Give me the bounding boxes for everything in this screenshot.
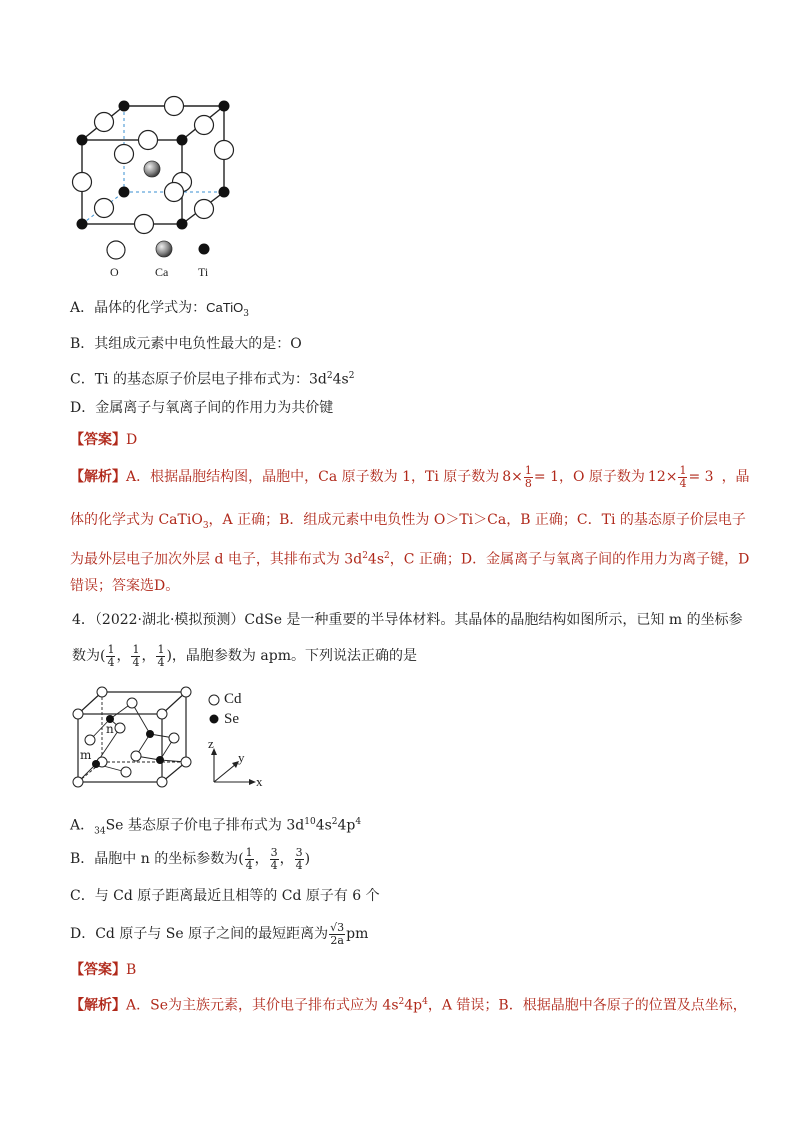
atom-label-n: n bbox=[106, 722, 114, 736]
q3-option-a: A．晶体的化学式为：CaTiO$_3$ bbox=[70, 300, 249, 319]
q4-option-b: B．晶胞中 n 的坐标参数为( $\frac{1}{4}$ ， $\frac{3}{4}$ ， $\frac{3}{4}$ ) bbox=[70, 845, 311, 872]
legend-label-cd: Cd bbox=[224, 691, 242, 707]
q3-analysis-line-3: 为最外层电子加次外层 d 电子，其排布式为 $3d^24s^2$，C 正确；D．金属离子与氧离子间的作用力为离子键，D bbox=[70, 551, 750, 568]
q3-analysis-line-1: 【解析】A．根据晶胞结构图，晶胞中，Ca 原子数为 1，Ti 原子数为 8× $\frac{1}{8}$ = 1，O 原子数为 12× $\frac{1}{4}$ = 3 ，晶 bbox=[70, 463, 750, 490]
q4-option-c: C．与 Cd 原子距离最近且相等的 Cd 原子有 6 个 bbox=[70, 888, 380, 904]
q4-answer: 【答案】B bbox=[70, 962, 137, 978]
fraction-sqrt3-over-2a: $\frac{√3}{2a}$ bbox=[330, 920, 345, 947]
q4-stem-line-1: 4．（2022·湖北·模拟预测）CdSe 是一种重要的半导体材料。其晶体的晶胞结构如图所示，已知 m 的坐标参 bbox=[72, 612, 743, 628]
legend-label-ca: Ca bbox=[155, 265, 169, 279]
fraction-one-quarter: $\frac{1}{4}$ bbox=[679, 463, 687, 490]
legend-label-ti: Ti bbox=[198, 265, 209, 279]
legend-label-se: Se bbox=[224, 711, 239, 727]
fraction-one-eighth: $\frac{1}{8}$ bbox=[524, 463, 532, 490]
q4-analysis-line-1: 【解析】A．Se为主族元素，其价电子排布式应为 $4s^24p^4$，A 错误；B．根据晶胞中各原子的位置及点坐标， bbox=[70, 997, 747, 1014]
q3-option-d: D．金属离子与氧离子间的作用力为共价键 bbox=[70, 400, 334, 416]
axis-label-x: x bbox=[256, 774, 263, 789]
q4-option-a: A．$_{34}$Se 基态原子价电子排布式为 $3d^{10}4s^24p^4$ bbox=[70, 817, 362, 837]
q3-option-c: C．Ti 的基态原子价层电子排布式为：$3d^24s^2$ bbox=[70, 371, 355, 388]
q3-answer: 【答案】D bbox=[70, 432, 138, 448]
q4-stem-line-2: 数为( $\frac{1}{4}$ ， $\frac{1}{4}$ ， $\frac{1}{4}$ )，晶胞参数为 apm。下列说法正确的是 bbox=[72, 642, 417, 669]
legend-label-o: O bbox=[110, 265, 119, 279]
q4-option-d: D．Cd 原子与 Se 原子之间的最短距离为 $\frac{√3}{2a}$ pm bbox=[70, 920, 369, 947]
q3-option-b: B．其组成元素中电负性最大的是：O bbox=[70, 336, 302, 352]
perovskite-cell-figure bbox=[60, 92, 240, 282]
axis-label-z: z bbox=[208, 736, 214, 751]
axis-label-y: y bbox=[238, 750, 245, 765]
q3-analysis-line-2: 体的化学式为 CaTiO$_3$，A 正确；B．组成元素中电负性为 O＞Ti＞Ca，B 正确；C．Ti 的基态原子价层电子 bbox=[70, 512, 746, 531]
atom-label-m: m bbox=[80, 748, 92, 762]
q3-analysis-line-4: 错误；答案选D。 bbox=[70, 578, 180, 594]
